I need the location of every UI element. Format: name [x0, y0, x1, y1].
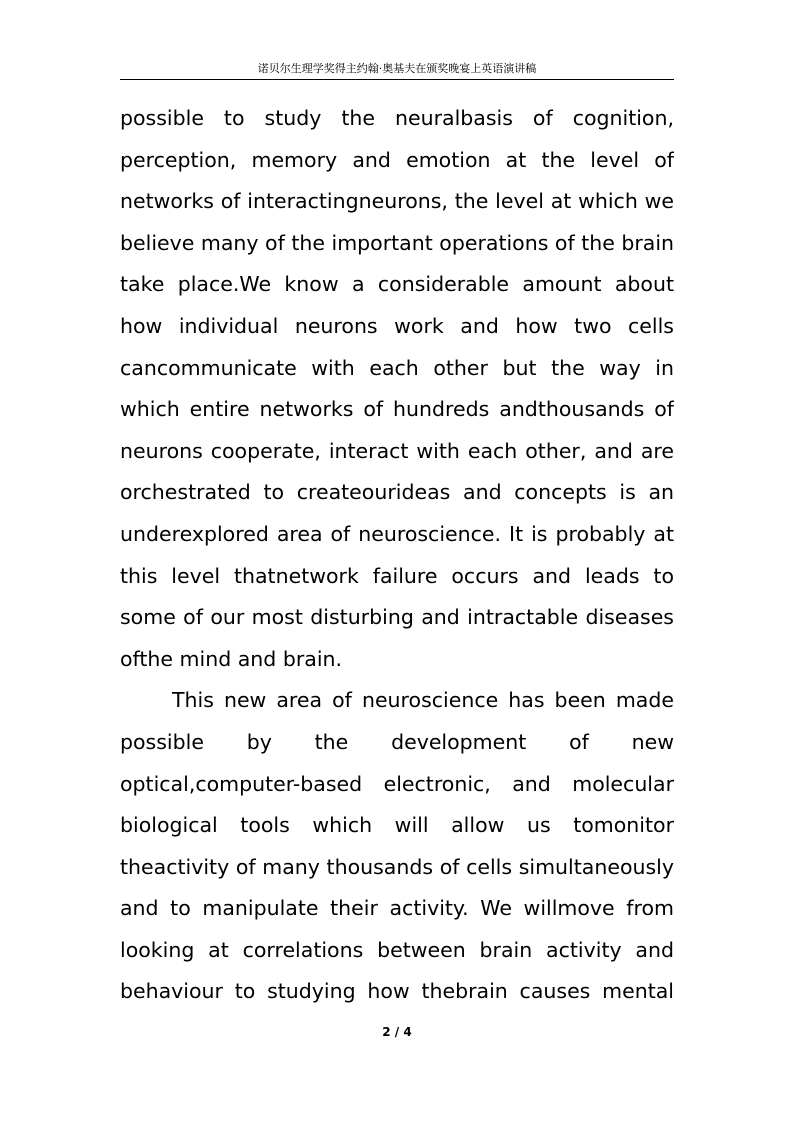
- text-line: and to manipulate their activity. We willmove from: [120, 896, 674, 921]
- text-line: looking at correlations between brain activity and: [120, 937, 674, 962]
- page-number: 2 / 4: [382, 1025, 412, 1039]
- text-line: believe many of the important operations of the brain: [120, 230, 674, 255]
- text-line: underexplored area of neuroscience. It is probably at: [120, 521, 674, 546]
- text-line: behaviour to studying how thebrain causes mental: [120, 979, 674, 1004]
- text-line: orchestrated to createourideas and concepts is an: [120, 480, 674, 505]
- text-line: perception, memory and emotion at the level of: [120, 147, 674, 172]
- body-text: [120, 98, 674, 1013]
- header-divider: [120, 79, 674, 80]
- text-line: some of our most disturbing and intractable diseases: [120, 605, 674, 630]
- page-header: 诺贝尔生理学奖得主约翰·奥基夫在颁奖晚宴上英语演讲稿: [257, 62, 537, 75]
- text-line: cancommunicate with each other but the way in: [120, 355, 674, 380]
- text-line: ofthe mind and brain.: [120, 646, 343, 671]
- text-line: theactivity of many thousands of cells simultaneously: [120, 854, 674, 879]
- text-line: neurons cooperate, interact with each other, and are: [120, 438, 674, 463]
- text-line: take place.We know a considerable amount about: [120, 272, 674, 297]
- text-line: biological tools which will allow us tomonitor: [120, 813, 674, 838]
- text-line: possible by the development of new: [120, 729, 674, 754]
- text-line: possible to study the neuralbasis of cognition,: [120, 106, 674, 130]
- text-line: which entire networks of hundreds andthousands of: [120, 397, 674, 422]
- text-line: how individual neurons work and how two cells: [120, 313, 674, 338]
- text-line: networks of interactingneurons, the level at which we: [120, 189, 674, 214]
- text-line: This new area of neuroscience has been made: [172, 688, 674, 713]
- text-line: this level thatnetwork failure occurs and leads to: [120, 563, 674, 588]
- text-line: optical,computer-based electronic, and molecular: [120, 771, 674, 796]
